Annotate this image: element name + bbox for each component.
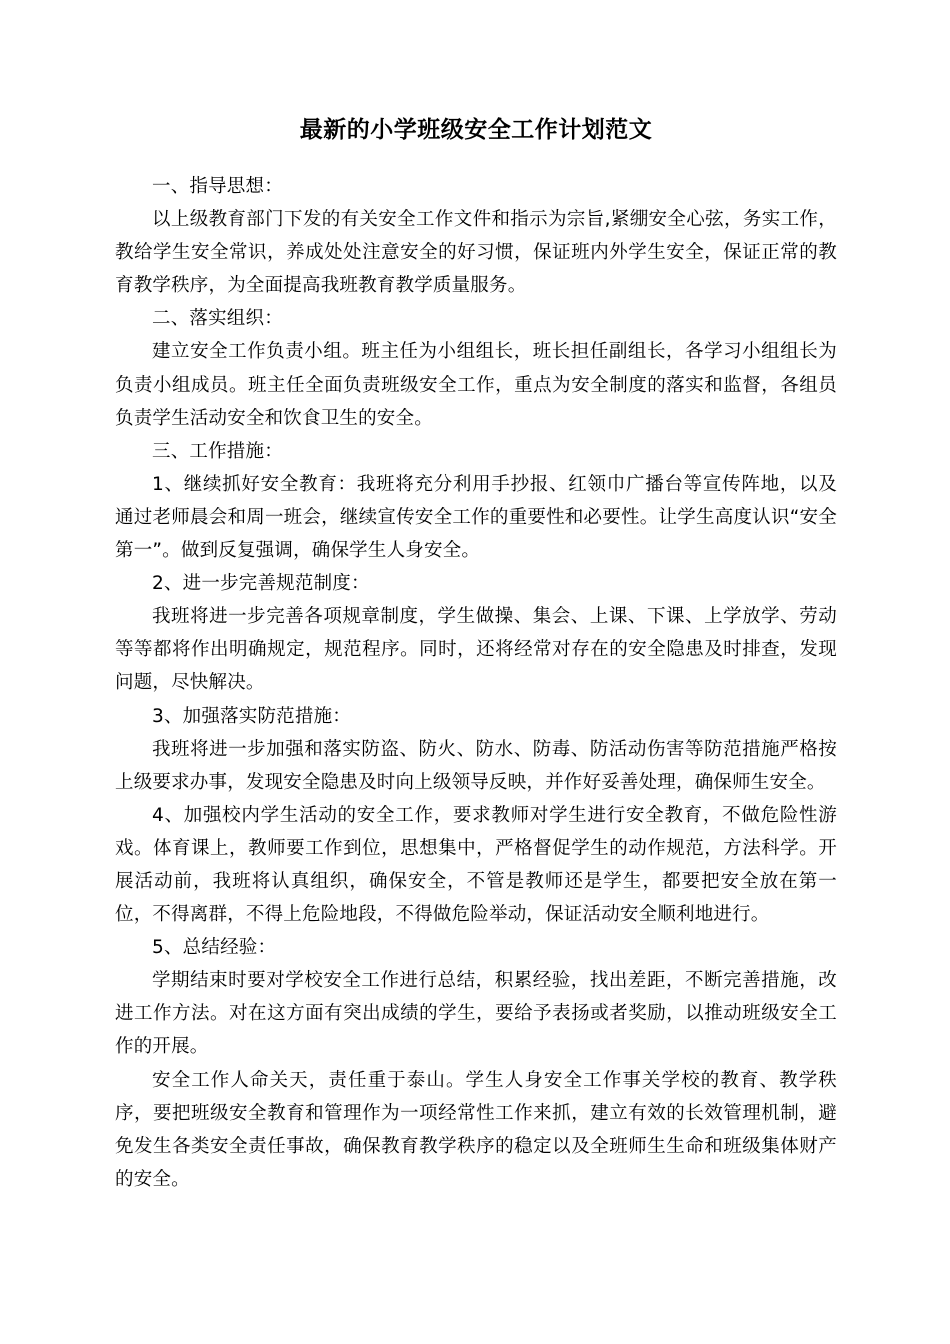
section-heading-measures: 三、工作措施：	[152, 440, 283, 462]
paragraph-guiding-ideology: 以上级教育部门下发的有关安全工作文件和指示为宗旨,紧绷安全心弦，务实工作，教给学生安全常识，养成处处注意安全的好习惯，保证班内外学生安全，保证正常的教育教学秩序，为全面提高我班教育教学质量服务。	[115, 209, 837, 297]
subheading-measure-3: 3、加强落实防范措施：	[152, 705, 351, 727]
paragraph-measure-4: 4、加强校内学生活动的安全工作，要求教师对学生进行安全教育，不做危险性游戏。体育课上，教师要工作到位，思想集中，严格督促学生的动作规范，方法科学。开展活动前，我班将认真组织，确保安全，不管是教师还是学生，都要把安全放在第一位，不得离群，不得上危险地段，不得做危险举动，保证活动安全顺利地进行。	[115, 804, 837, 926]
subheading-measure-5: 5、总结经验：	[152, 937, 277, 959]
section-heading-guiding-ideology: 一、指导思想：	[152, 176, 283, 197]
paragraph-measure-2: 我班将进一步完善各项规章制度，学生做操、集会、上课、下课、上学放学、劳动等等都将作出明确规定，规范程序。同时，还将经常对存在的安全隐患及时排查，发现问题，尽快解决。	[115, 606, 837, 694]
paragraph-measure-1: 1、继续抓好安全教育：我班将充分利用手抄报、红领巾广播台等宣传阵地，以及通过老师晨会和周一班会，继续宣传安全工作的重要性和必要性。让学生高度认识“安全第一”。做到反复强调，确保学生人身安全。	[115, 473, 837, 562]
paragraph-measure-3: 我班将进一步加强和落实防盗、防火、防水、防毒、防活动伤害等防范措施严格按上级要求办事，发现安全隐患及时向上级领导反映，并作好妥善处理，确保师生安全。	[115, 738, 837, 793]
paragraph-organization: 建立安全工作负责小组。班主任为小组组长，班长担任副组长，各学习小组组长为负责小组成员。班主任全面负责班级安全工作，重点为安全制度的落实和监督，各组员负责学生活动安全和饮食卫生的安全。	[115, 341, 837, 429]
paragraph-measure-5: 学期结束时要对学校安全工作进行总结，积累经验，找出差距，不断完善措施，改进工作方法。对在这方面有突出成绩的学生，要给予表扬或者奖励，以推动班级安全工作的开展。	[115, 970, 837, 1058]
document-page	[115, 112, 837, 1196]
paragraph-conclusion: 安全工作人命关天，责任重于泰山。学生人身安全工作事关学校的教育、教学秩序，要把班级安全教育和管理作为一项经常性工作来抓，建立有效的长效管理机制，避免发生各类安全责任事故，确保教育教学秩序的稳定以及全班师生生命和班级集体财产的安全。	[115, 1069, 837, 1190]
section-heading-organization: 二、落实组织：	[152, 308, 283, 330]
document-title: 最新的小学班级安全工作计划范文	[299, 117, 653, 143]
subheading-measure-2: 2、进一步完善规范制度：	[152, 573, 370, 595]
